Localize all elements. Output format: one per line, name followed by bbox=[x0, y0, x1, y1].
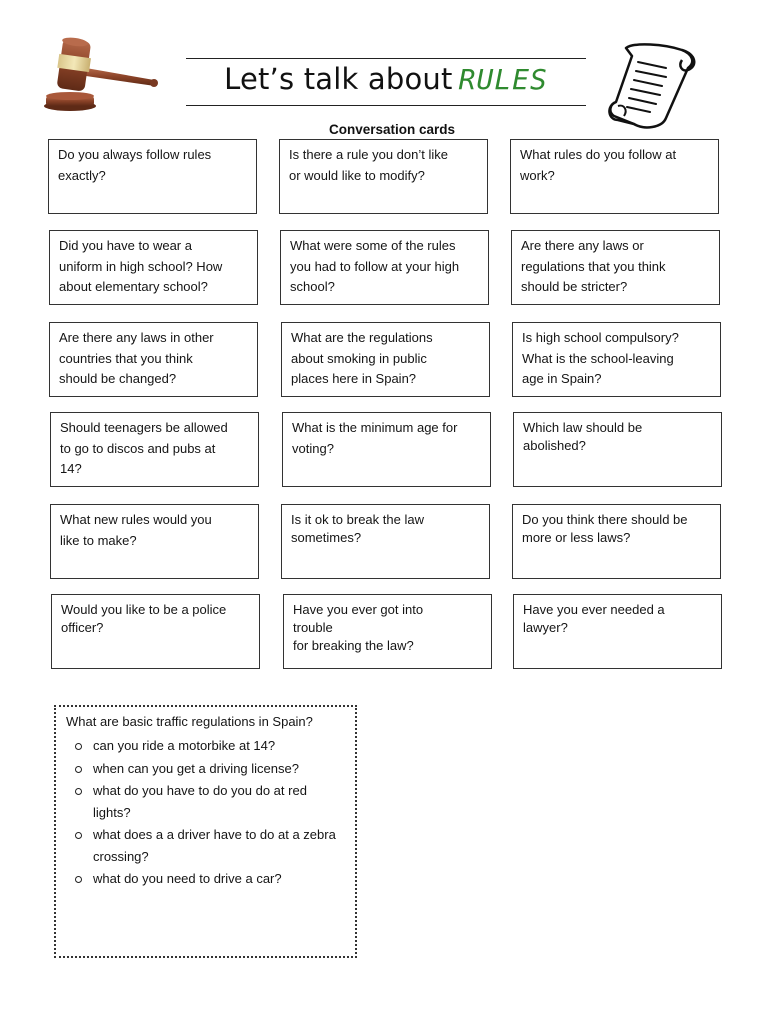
traffic-list bbox=[66, 735, 345, 890]
card: What is the minimum age for voting? bbox=[282, 412, 491, 487]
subtitle: Conversation cards bbox=[328, 122, 456, 137]
card: Is there a rule you don’t like or would like to modify? bbox=[279, 139, 488, 214]
card: Did you have to wear a uniform in high school? How about elementary school? bbox=[49, 230, 258, 305]
card: What new rules would you like to make? bbox=[50, 504, 259, 579]
card: What rules do you follow at work? bbox=[510, 139, 719, 214]
card: Should teenagers be allowed to go to discos and pubs at 14? bbox=[50, 412, 259, 487]
circle-bullet-icon bbox=[75, 876, 82, 883]
list-item-text: what do you need to drive a car? bbox=[93, 871, 282, 886]
card: Have you ever needed a lawyer? bbox=[513, 594, 722, 669]
traffic-regulations-box bbox=[54, 705, 357, 958]
card: What were some of the rules you had to follow at your high school? bbox=[280, 230, 489, 305]
list-item-text: what do you have to do you do at red lights? bbox=[93, 783, 307, 820]
title-accent-text: RULES bbox=[458, 63, 548, 96]
list-item bbox=[66, 735, 345, 757]
card: Do you think there should be more or less laws? bbox=[512, 504, 721, 579]
card: Are there any laws or regulations that you think should be stricter? bbox=[511, 230, 720, 305]
card: Do you always follow rules exactly? bbox=[48, 139, 257, 214]
card: Is it ok to break the law sometimes? bbox=[281, 504, 490, 579]
list-item-text: can you ride a motorbike at 14? bbox=[93, 738, 276, 753]
list-item bbox=[66, 780, 345, 823]
card: Have you ever got into trouble for breaking the law? bbox=[283, 594, 492, 669]
list-item-text: what does a a driver have to do at a zebra crossing? bbox=[93, 827, 336, 864]
circle-bullet-icon bbox=[75, 766, 82, 773]
card: What are the regulations about smoking in public places here in Spain? bbox=[281, 322, 490, 397]
circle-bullet-icon bbox=[75, 743, 82, 750]
circle-bullet-icon bbox=[75, 788, 82, 795]
traffic-question: What are basic traffic regulations in Spain? bbox=[66, 714, 313, 729]
card: Is high school compulsory? What is the school-leaving age in Spain? bbox=[512, 322, 721, 397]
circle-bullet-icon bbox=[75, 832, 82, 839]
list-item bbox=[66, 868, 345, 890]
card: Would you like to be a police officer? bbox=[51, 594, 260, 669]
title-main-text: Let’s talk about bbox=[224, 62, 453, 96]
list-item-text: when can you get a driving license? bbox=[93, 760, 299, 776]
list-item bbox=[66, 758, 345, 780]
card: Are there any laws in other countries that you think should be changed? bbox=[49, 322, 258, 397]
card: Which law should be abolished? bbox=[513, 412, 722, 487]
list-item bbox=[66, 824, 345, 867]
